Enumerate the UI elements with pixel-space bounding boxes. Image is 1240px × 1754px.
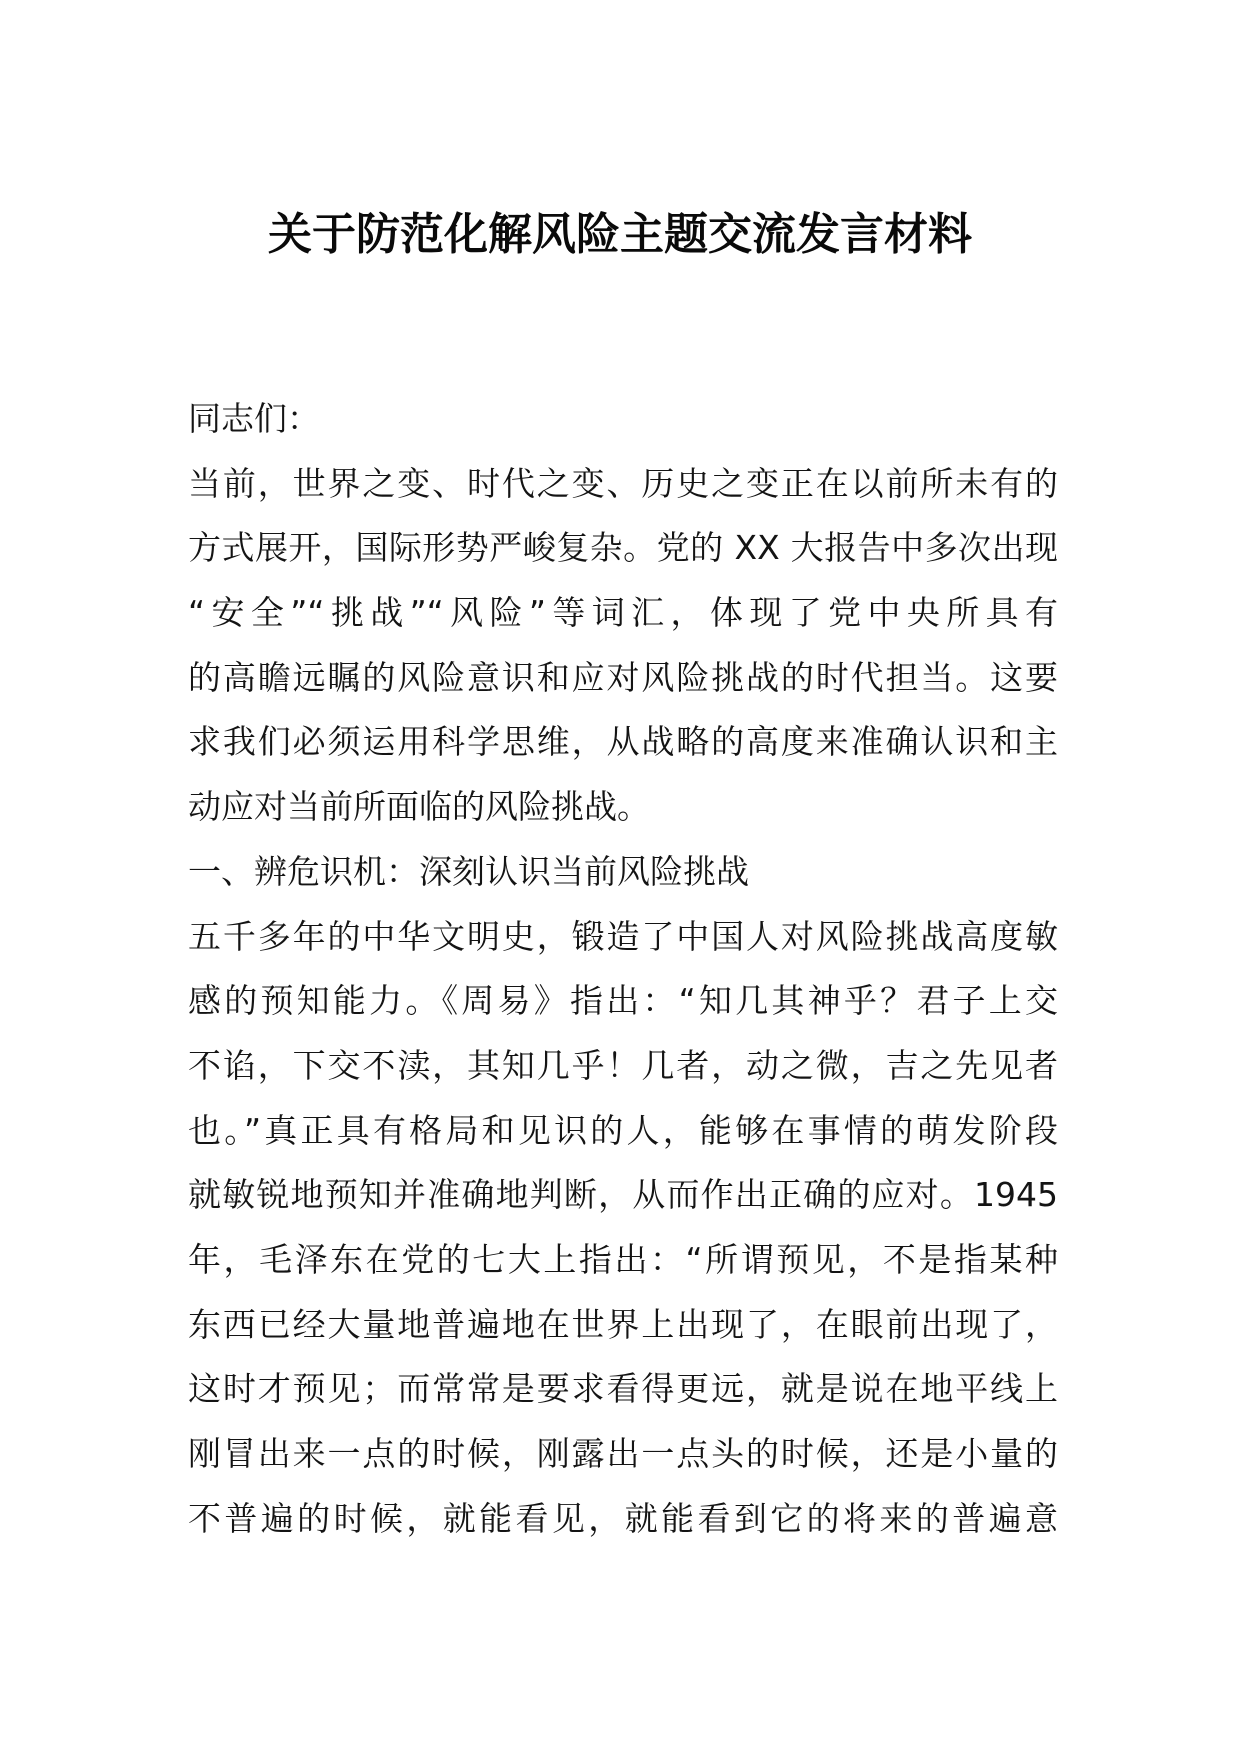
paragraph-line: 的高瞻远瞩的风险意识和应对风险挑战的时代担当。这要 [188, 657, 1058, 697]
salutation-line: 同志们： [188, 399, 320, 438]
paragraph-line: 也。”真正具有格局和见识的人，能够在事情的萌发阶段 [188, 1110, 1058, 1150]
paragraph-line: 就敏锐地预知并准确地判断，从而作出正确的应对。1945 [188, 1175, 1058, 1215]
paragraph-line: 当前，世界之变、时代之变、历史之变正在以前所未有的 [188, 463, 1058, 503]
paragraph-line: 方式展开，国际形势严峻复杂。党的 XX 大报告中多次出现 [188, 528, 1058, 568]
document-title: 关于防范化解风险主题交流发言材料 [268, 209, 972, 260]
paragraph-line: 动应对当前所面临的风险挑战。 [188, 787, 650, 827]
paragraph-line: “安全”“挑战”“风险”等词汇，体现了党中央所具有 [188, 593, 1058, 633]
paragraph-line: 不普遍的时候，就能看见，就能看到它的将来的普遍意 [188, 1498, 1058, 1538]
paragraph-line: 感的预知能力。《周易》指出：“知几其神乎？君子上交 [188, 981, 1058, 1021]
paragraph-line: 刚冒出来一点的时候，刚露出一点头的时候，还是小量的 [188, 1434, 1058, 1473]
paragraph-line: 不谄，下交不渎，其知几乎！几者，动之微，吉之先见者 [188, 1045, 1058, 1085]
document-body [188, 387, 1058, 1551]
paragraph-line: 五千多年的中华文明史，锻造了中国人对风险挑战高度敏 [188, 916, 1058, 956]
paragraph-line: 求我们必须运用科学思维，从战略的高度来准确认识和主 [188, 722, 1058, 762]
paragraph-line: 东西已经大量地普遍地在世界上出现了，在眼前出现了， [188, 1304, 1058, 1344]
paragraph-line: 年，毛泽东在党的七大上指出：“所谓预见，不是指某种 [188, 1239, 1058, 1279]
section-heading: 一、辨危识机：深刻认识当前风险挑战 [188, 851, 749, 891]
paragraph-line: 这时才预见；而常常是要求看得更远，就是说在地平线上 [188, 1369, 1058, 1409]
